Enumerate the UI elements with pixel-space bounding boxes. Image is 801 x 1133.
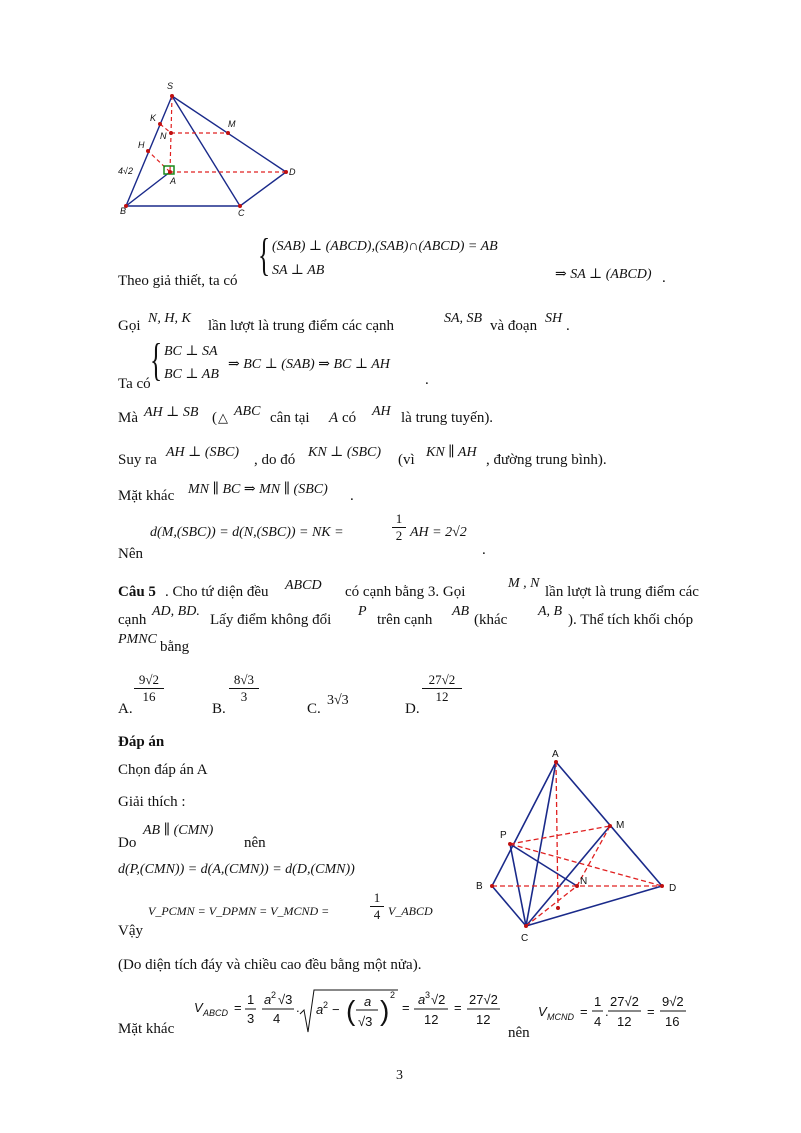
svg-text:27√2: 27√2: [469, 992, 498, 1007]
svg-text:.: .: [605, 1004, 609, 1019]
q5-t9: bằng: [160, 639, 190, 655]
p3-lead: Ta có: [118, 376, 151, 392]
brace-1: {: [258, 229, 271, 280]
distance-eq: d(P,(CMN)) = d(A,(CMN)) = d(D,(CMN)): [118, 862, 355, 877]
svg-text:12: 12: [617, 1014, 632, 1029]
svg-text:(: (: [346, 995, 356, 1026]
mk: Mặt khác: [118, 1021, 175, 1037]
svg-text:.: .: [296, 1000, 300, 1015]
system3-line1: BC ⊥ SA: [164, 344, 218, 359]
label-M: M: [228, 119, 236, 129]
answer-note: (Do diện tích đáy và chiều cao đều bằng một nửa).: [118, 957, 422, 973]
q5-label: Câu 5: [118, 584, 156, 600]
vay: Vậy: [118, 923, 143, 939]
q5-m4: P: [358, 604, 367, 619]
svg-text:√3: √3: [278, 992, 293, 1007]
choice-c-value[interactable]: 3√3: [327, 693, 349, 708]
p4-pt: A: [329, 410, 339, 426]
p7-dot: .: [482, 542, 486, 558]
edge-AC: [526, 762, 556, 926]
choice-b-letter[interactable]: B.: [212, 701, 226, 717]
svg-text:2: 2: [271, 990, 277, 1000]
p4-a: Mà: [118, 410, 138, 426]
svg-text:2: 2: [323, 1000, 329, 1010]
p2-b: lần lượt là trung điểm các cạnh: [208, 318, 394, 334]
q5-t5: Lấy điểm không đổi: [210, 612, 332, 628]
p5-c: (vì: [398, 452, 415, 468]
p2-a: Gọi: [118, 318, 141, 334]
p5-b: , do đó: [254, 452, 296, 468]
p7-lead: Nên: [118, 546, 143, 562]
p4-e: là trung tuyến).: [401, 410, 494, 426]
p3-dot: .: [425, 372, 429, 388]
p7-m2: AH = 2√2: [410, 525, 467, 540]
edge-MC: [526, 826, 610, 926]
p3-implies: ⇒ BC ⊥ (SAB) ⇒ BC ⊥ AH: [228, 357, 390, 372]
label-K: K: [150, 113, 157, 123]
choice-b-value[interactable]: $\frac{8√3}{3}$: [229, 672, 259, 705]
svg-text:=: =: [580, 1004, 588, 1019]
p6-dot: .: [350, 488, 354, 504]
q5-t2: có cạnh bằng 3. Gọi: [345, 584, 466, 600]
do-a: Do: [118, 835, 137, 851]
p2-c: và đoạn: [490, 318, 538, 334]
system3-line2: BC ⊥ AB: [164, 367, 219, 382]
svg-text:=: =: [647, 1004, 655, 1019]
label-side: 4√2: [118, 166, 133, 176]
svg-text:V: V: [538, 1004, 547, 1019]
p2-edges: SA, SB: [444, 311, 483, 326]
edge-CD: [526, 886, 662, 926]
label-S: S: [167, 81, 174, 91]
p2-seg: SH: [545, 311, 563, 326]
system1-line1: (SAB) ⊥ (ABCD),(SAB)∩(ABCD) = AB: [272, 239, 498, 254]
triangle-icon: △: [218, 410, 228, 425]
q5-t4: cạnh: [118, 612, 147, 628]
segment-CN: [526, 886, 577, 926]
p4-m2: AH: [372, 404, 391, 419]
p6-m1: MN ∥ BC ⇒ MN ∥ (SBC): [188, 482, 328, 497]
q5-t1: . Cho tứ diện đều: [165, 584, 269, 600]
volume-end: V_ABCD: [388, 904, 433, 918]
label-N: N: [160, 131, 167, 141]
answer-explain: Giải thích :: [118, 794, 186, 810]
svg-text:a: a: [264, 992, 272, 1007]
tetrahedron-figure: [470, 748, 690, 943]
p4-m1: AH ⊥ SB: [144, 405, 199, 420]
svg-text:4: 4: [273, 1011, 281, 1026]
svg-text:=: =: [234, 1000, 242, 1015]
p4-d: có: [342, 410, 357, 426]
edge-PN: [510, 844, 577, 886]
volume-formula: [186, 986, 796, 1042]
p1-lead: Theo giả thiết, ta có: [118, 273, 238, 289]
brace-3: {: [150, 334, 163, 385]
p5-m2: KN ⊥ (SBC): [308, 445, 382, 460]
label-M2: M: [616, 820, 625, 831]
q5-m2: M , N: [508, 576, 540, 591]
do-m: AB ∥ (CMN): [143, 823, 214, 838]
label-A: A: [170, 176, 177, 186]
p4-b: (: [212, 410, 217, 426]
p5-d: , đường trung bình).: [486, 452, 607, 468]
svg-text:−: −: [332, 1002, 340, 1017]
nen: nên: [508, 1025, 530, 1041]
p6-a: Mặt khác: [118, 488, 175, 504]
svg-text:=: =: [402, 1000, 410, 1015]
p4-c: cân tại: [270, 410, 310, 426]
p1-dot: .: [662, 270, 666, 286]
svg-text:MCND: MCND: [547, 1012, 574, 1022]
svg-text:=: =: [454, 1000, 462, 1015]
p7-num: 1: [392, 511, 406, 528]
label-D2: D: [669, 883, 677, 894]
choice-d-letter[interactable]: D.: [405, 701, 420, 717]
q5-t3: lần lượt là trung điểm các: [545, 584, 699, 600]
choice-a-value[interactable]: $\frac{9√2}{16}$: [134, 672, 164, 705]
choice-c-letter[interactable]: C.: [307, 701, 321, 717]
edge-CD: [240, 172, 286, 206]
svg-text:3: 3: [247, 1011, 255, 1026]
svg-text:1: 1: [594, 994, 602, 1009]
p5-m3: KN ∥ AH: [426, 445, 477, 460]
svg-text:a: a: [418, 992, 426, 1007]
svg-text:ABCD: ABCD: [203, 1008, 229, 1018]
answer-choose: Chọn đáp án A: [118, 762, 208, 778]
volume-fraction: $\frac{1}{4}$: [370, 890, 384, 923]
svg-text:V: V: [194, 1000, 203, 1015]
svg-text:12: 12: [476, 1012, 491, 1027]
q5-t6: trên cạnh: [377, 612, 433, 628]
p1-implies: ⇒ SA ⊥ (ABCD): [555, 267, 652, 282]
svg-text:16: 16: [665, 1014, 680, 1029]
svg-text:√2: √2: [431, 992, 446, 1007]
q5-m6: A, B: [538, 604, 563, 619]
pyramid-figure: [110, 76, 310, 216]
choice-a-letter[interactable]: A.: [118, 701, 133, 717]
system1-line2: SA ⊥ AB: [272, 263, 325, 278]
choice-d-value[interactable]: $\frac{27√2}{12}$: [422, 672, 462, 705]
p4-tri: ABC: [234, 404, 261, 419]
volume-eq: V_PCMN = V_DPMN = V_MCND =: [148, 904, 330, 918]
label-H: H: [138, 140, 145, 150]
q5-m3: AD, BD.: [152, 604, 200, 619]
svg-text:4: 4: [594, 1014, 602, 1029]
svg-text:2: 2: [390, 990, 396, 1000]
edge-PC: [510, 844, 526, 926]
svg-text:3: 3: [425, 990, 431, 1000]
edge-BC: [492, 886, 526, 926]
label-C2: C: [521, 933, 529, 943]
segment-AH: [148, 151, 170, 172]
q5-t7: (khác: [474, 612, 508, 628]
svg-text:): ): [380, 995, 390, 1026]
edge-SC: [172, 96, 240, 206]
label-D: D: [289, 167, 296, 177]
label-C: C: [238, 208, 245, 216]
q5-m1: ABCD: [285, 578, 322, 593]
svg-text:12: 12: [424, 1012, 439, 1027]
segment-PM: [510, 826, 610, 844]
label-A2: A: [552, 749, 559, 760]
svg-text:27√2: 27√2: [610, 994, 639, 1009]
p7-m1: d(M,(SBC)) = d(N,(SBC)) = NK =: [150, 525, 344, 540]
p7-den: 2: [395, 528, 403, 543]
p5-a: Suy ra: [118, 452, 157, 468]
label-N2: N: [580, 876, 588, 887]
p2-d: .: [566, 318, 570, 334]
do-b: nên: [244, 835, 266, 851]
p7-fraction: [392, 511, 406, 544]
p5-m1: AH ⊥ (SBC): [166, 445, 240, 460]
answer-heading: Đáp án: [118, 734, 165, 750]
label-B: B: [120, 206, 127, 216]
page-number: 3: [396, 1068, 403, 1083]
svg-text:9√2: 9√2: [662, 994, 684, 1009]
q5-t8: ). Thể tích khối chóp: [568, 612, 694, 628]
svg-text:1: 1: [247, 992, 255, 1007]
p2-points: N, H, K: [148, 311, 191, 326]
edge-AD: [556, 762, 662, 886]
svg-text:a: a: [364, 994, 372, 1009]
label-B2: B: [476, 881, 483, 892]
svg-text:√3: √3: [358, 1014, 373, 1029]
svg-text:a: a: [316, 1002, 324, 1017]
label-P2: P: [500, 830, 507, 841]
q5-m5: AB: [452, 604, 470, 619]
q5-m7: PMNC: [118, 632, 157, 647]
